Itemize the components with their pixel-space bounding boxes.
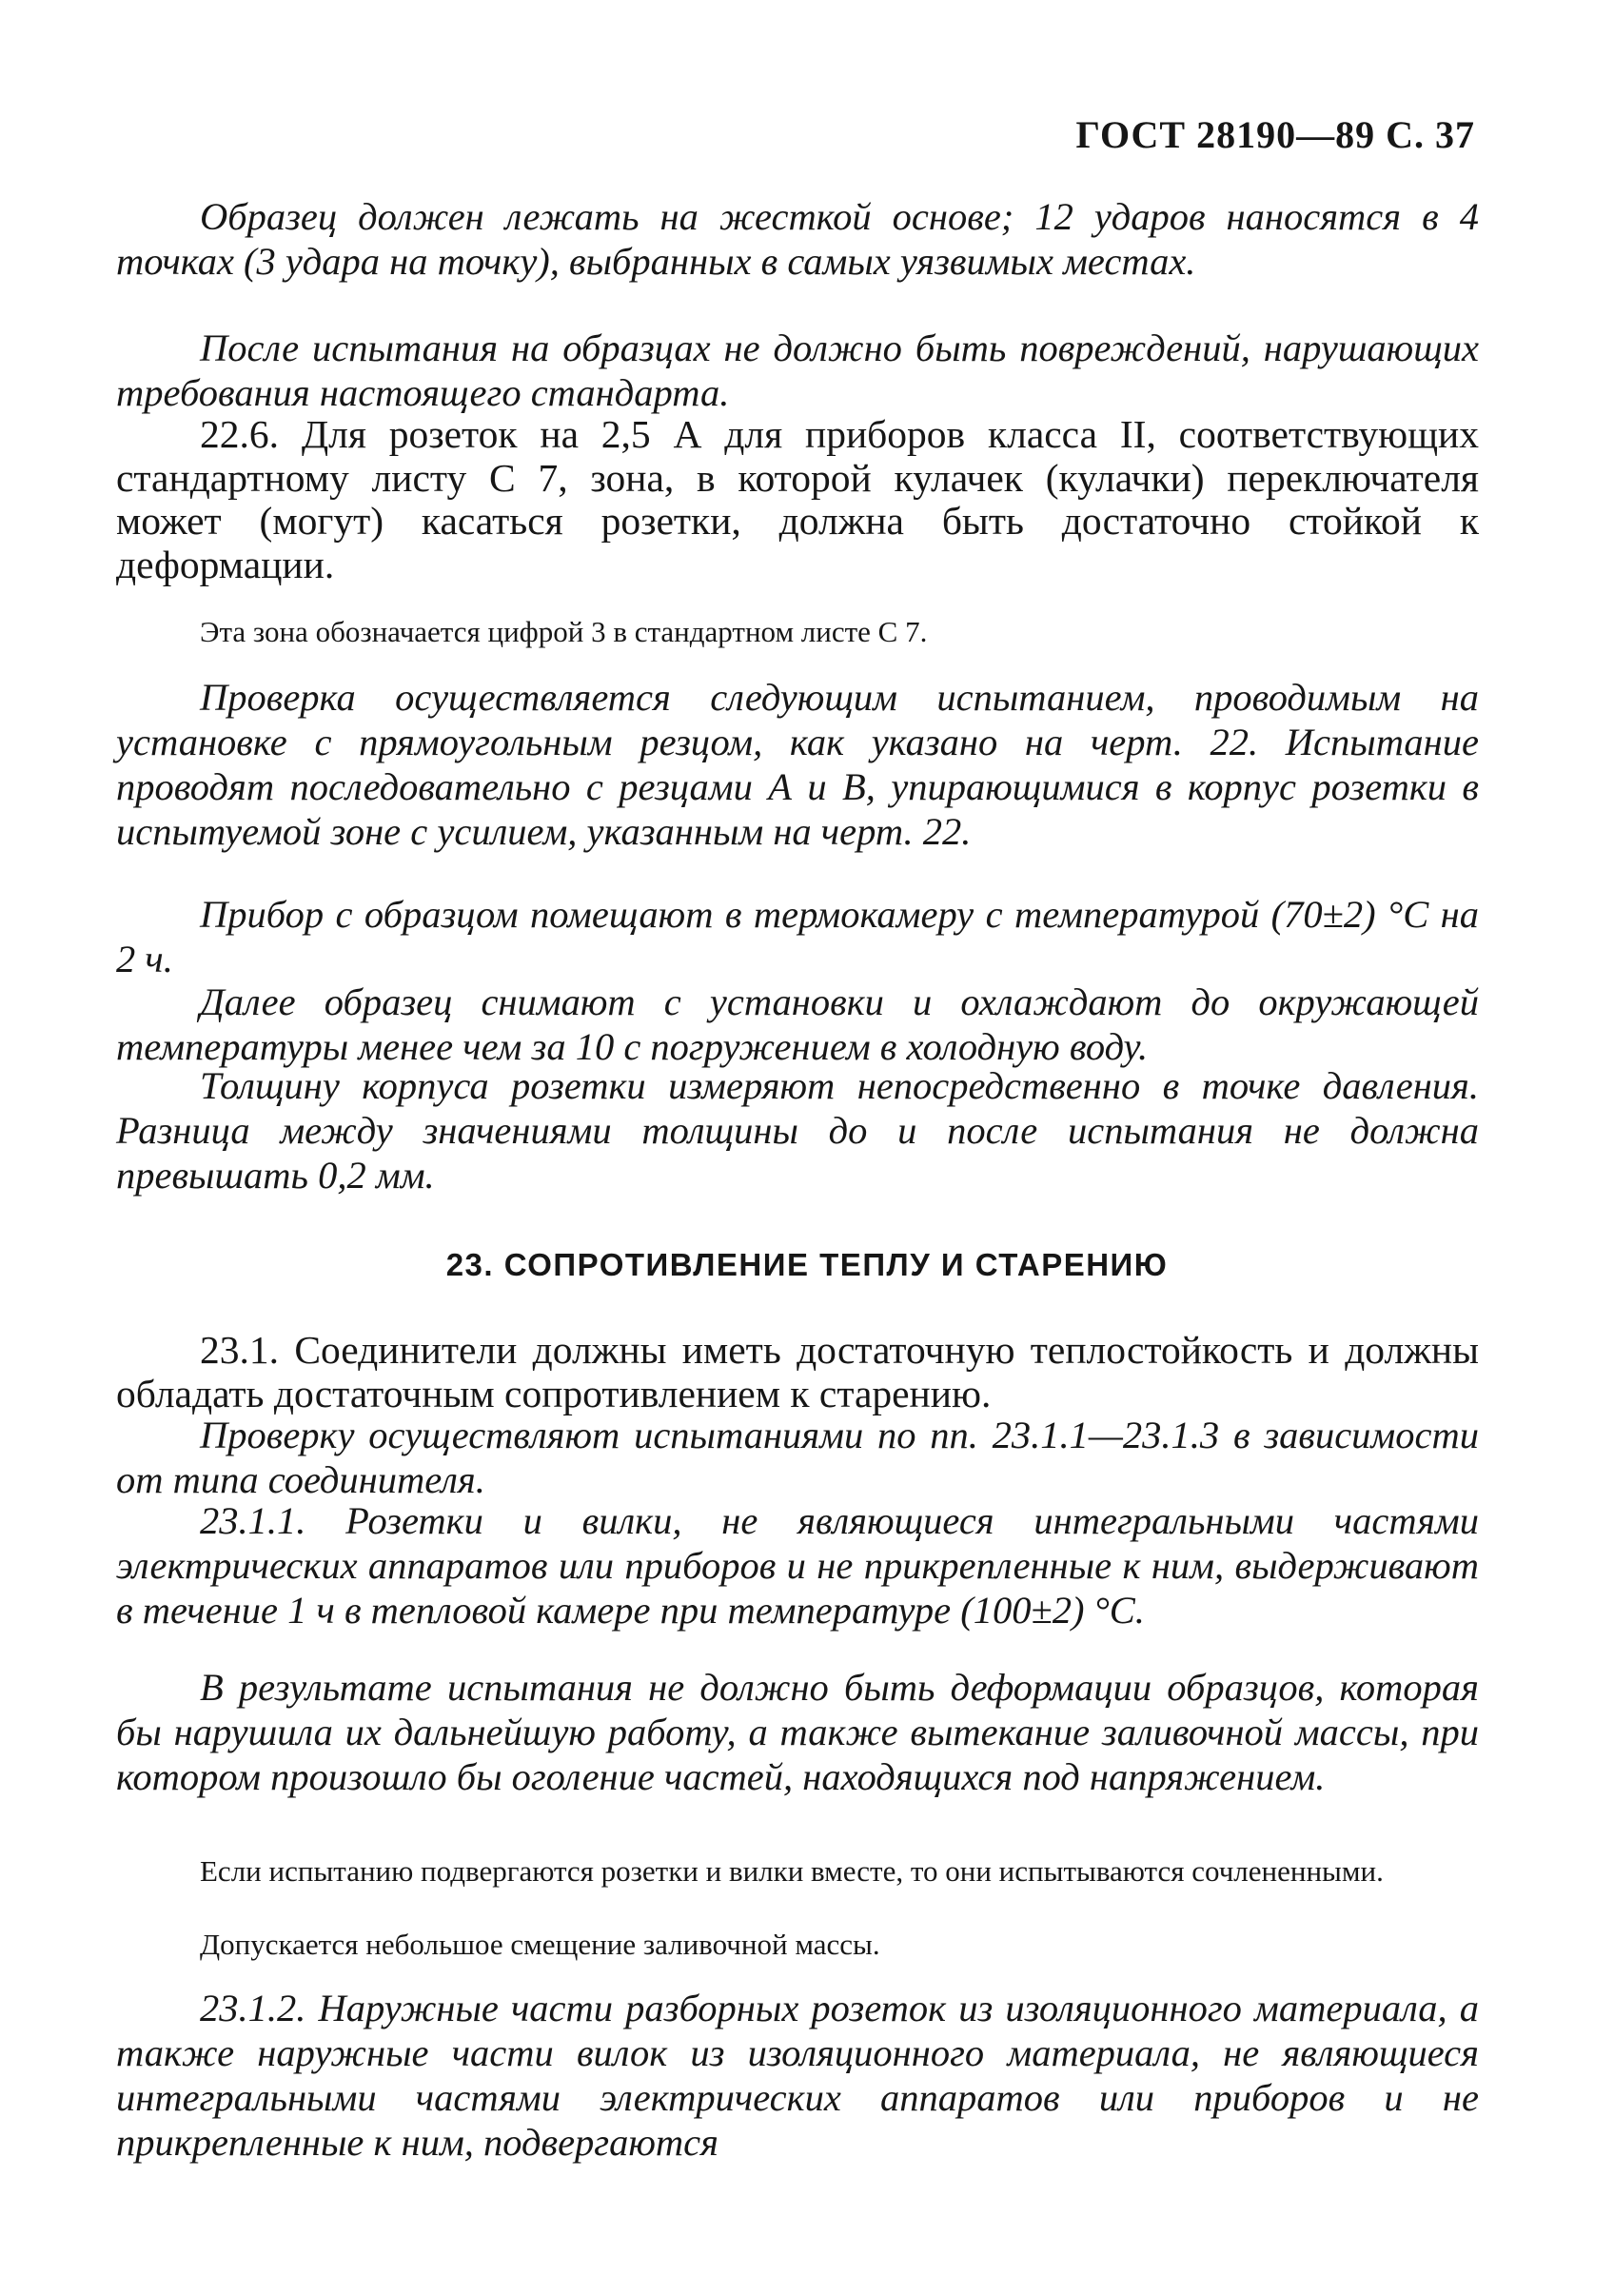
paragraph-after-test: После испытания на образцах не должно быть повреждений, нарушающих требования настоящего стандарта.: [116, 327, 1479, 414]
clause-23-1-2: 23.1.2. Наружные части разборных розеток из изоляционного материала, а также наружные части вилок из изоляционного материала, не являющиеся интегральными частями электрических аппаратов или приборов и не прикрепленные к ним, подвергаются: [116, 1987, 1479, 2164]
clause-23-1-1: 23.1.1. Розетки и вилки, не являющиеся интегральными частями электрических аппаратов или приборов и не прикрепленные к ним, выдерживают в течение 1 ч в тепловой камере при температуре (100±2) °С.: [116, 1499, 1479, 1632]
paragraph-thermo-chamber: Прибор с образцом помещают в термокамеру с температурой (70±2) °С на 2 ч.: [116, 893, 1479, 980]
page-header: ГОСТ 28190—89 С. 37: [1075, 113, 1475, 156]
paragraph-thickness: Толщину корпуса розетки измеряют непосредственно в точке давления. Разница между значениями толщины до и после испытания не должна превышать 0,2 мм.: [116, 1064, 1479, 1197]
note-mated-test: Если испытанию подвергаются розетки и вилки вместе, то они испытываются сочлененными.: [200, 1854, 1384, 1888]
note-zone-3: Эта зона обозначается цифрой 3 в стандартном листе С 7.: [200, 615, 928, 648]
note-compound-shift: Допускается небольшое смещение заливочной массы.: [200, 1928, 880, 1961]
clause-22-6: 22.6. Для розеток на 2,5 А для приборов класса II, соответствующих стандартному листу С 7, зона, в которой кулачек (кулачки) переключателя может (могут) касаться розетки, должна быть достаточно стойкой к деформации.: [116, 412, 1479, 586]
paragraph-sample-base: Образец должен лежать на жесткой основе; 12 ударов наносятся в 4 точках (3 удара на точку), выбранных в самых уязвимых местах.: [116, 195, 1479, 283]
paragraph-check-procedure: Проверка осуществляется следующим испытанием, проводимым на установке с прямоугольным резцом, как указано на черт. 22. Испытание проводят последовательно с резцами А и В, упирающимися в корпус розетки в испытуемой зоне с усилием, указанным на черт. 22.: [116, 676, 1479, 853]
section-heading-23: 23. СОПРОТИВЛЕНИЕ ТЕПЛУ И СТАРЕНИЮ: [445, 1247, 1169, 1282]
clause-23-1: 23.1. Соединители должны иметь достаточную теплостойкость и должны обладать достаточным сопротивлением к старению.: [116, 1328, 1479, 1415]
paragraph-check-23-1: Проверку осуществляют испытаниями по пп. 23.1.1—23.1.3 в зависимости от типа соединителя.: [116, 1414, 1479, 1501]
paragraph-cooling: Далее образец снимают с установки и охлаждают до окружающей температуры менее чем за 10 с погружением в холодную воду.: [116, 980, 1479, 1068]
paragraph-test-result: В результате испытания не должно быть деформации образцов, которая бы нарушила их дальнейшую работу, а также вытекание заливочной массы, при котором произошло бы оголение частей, находящихся под напряжением.: [116, 1666, 1479, 1798]
